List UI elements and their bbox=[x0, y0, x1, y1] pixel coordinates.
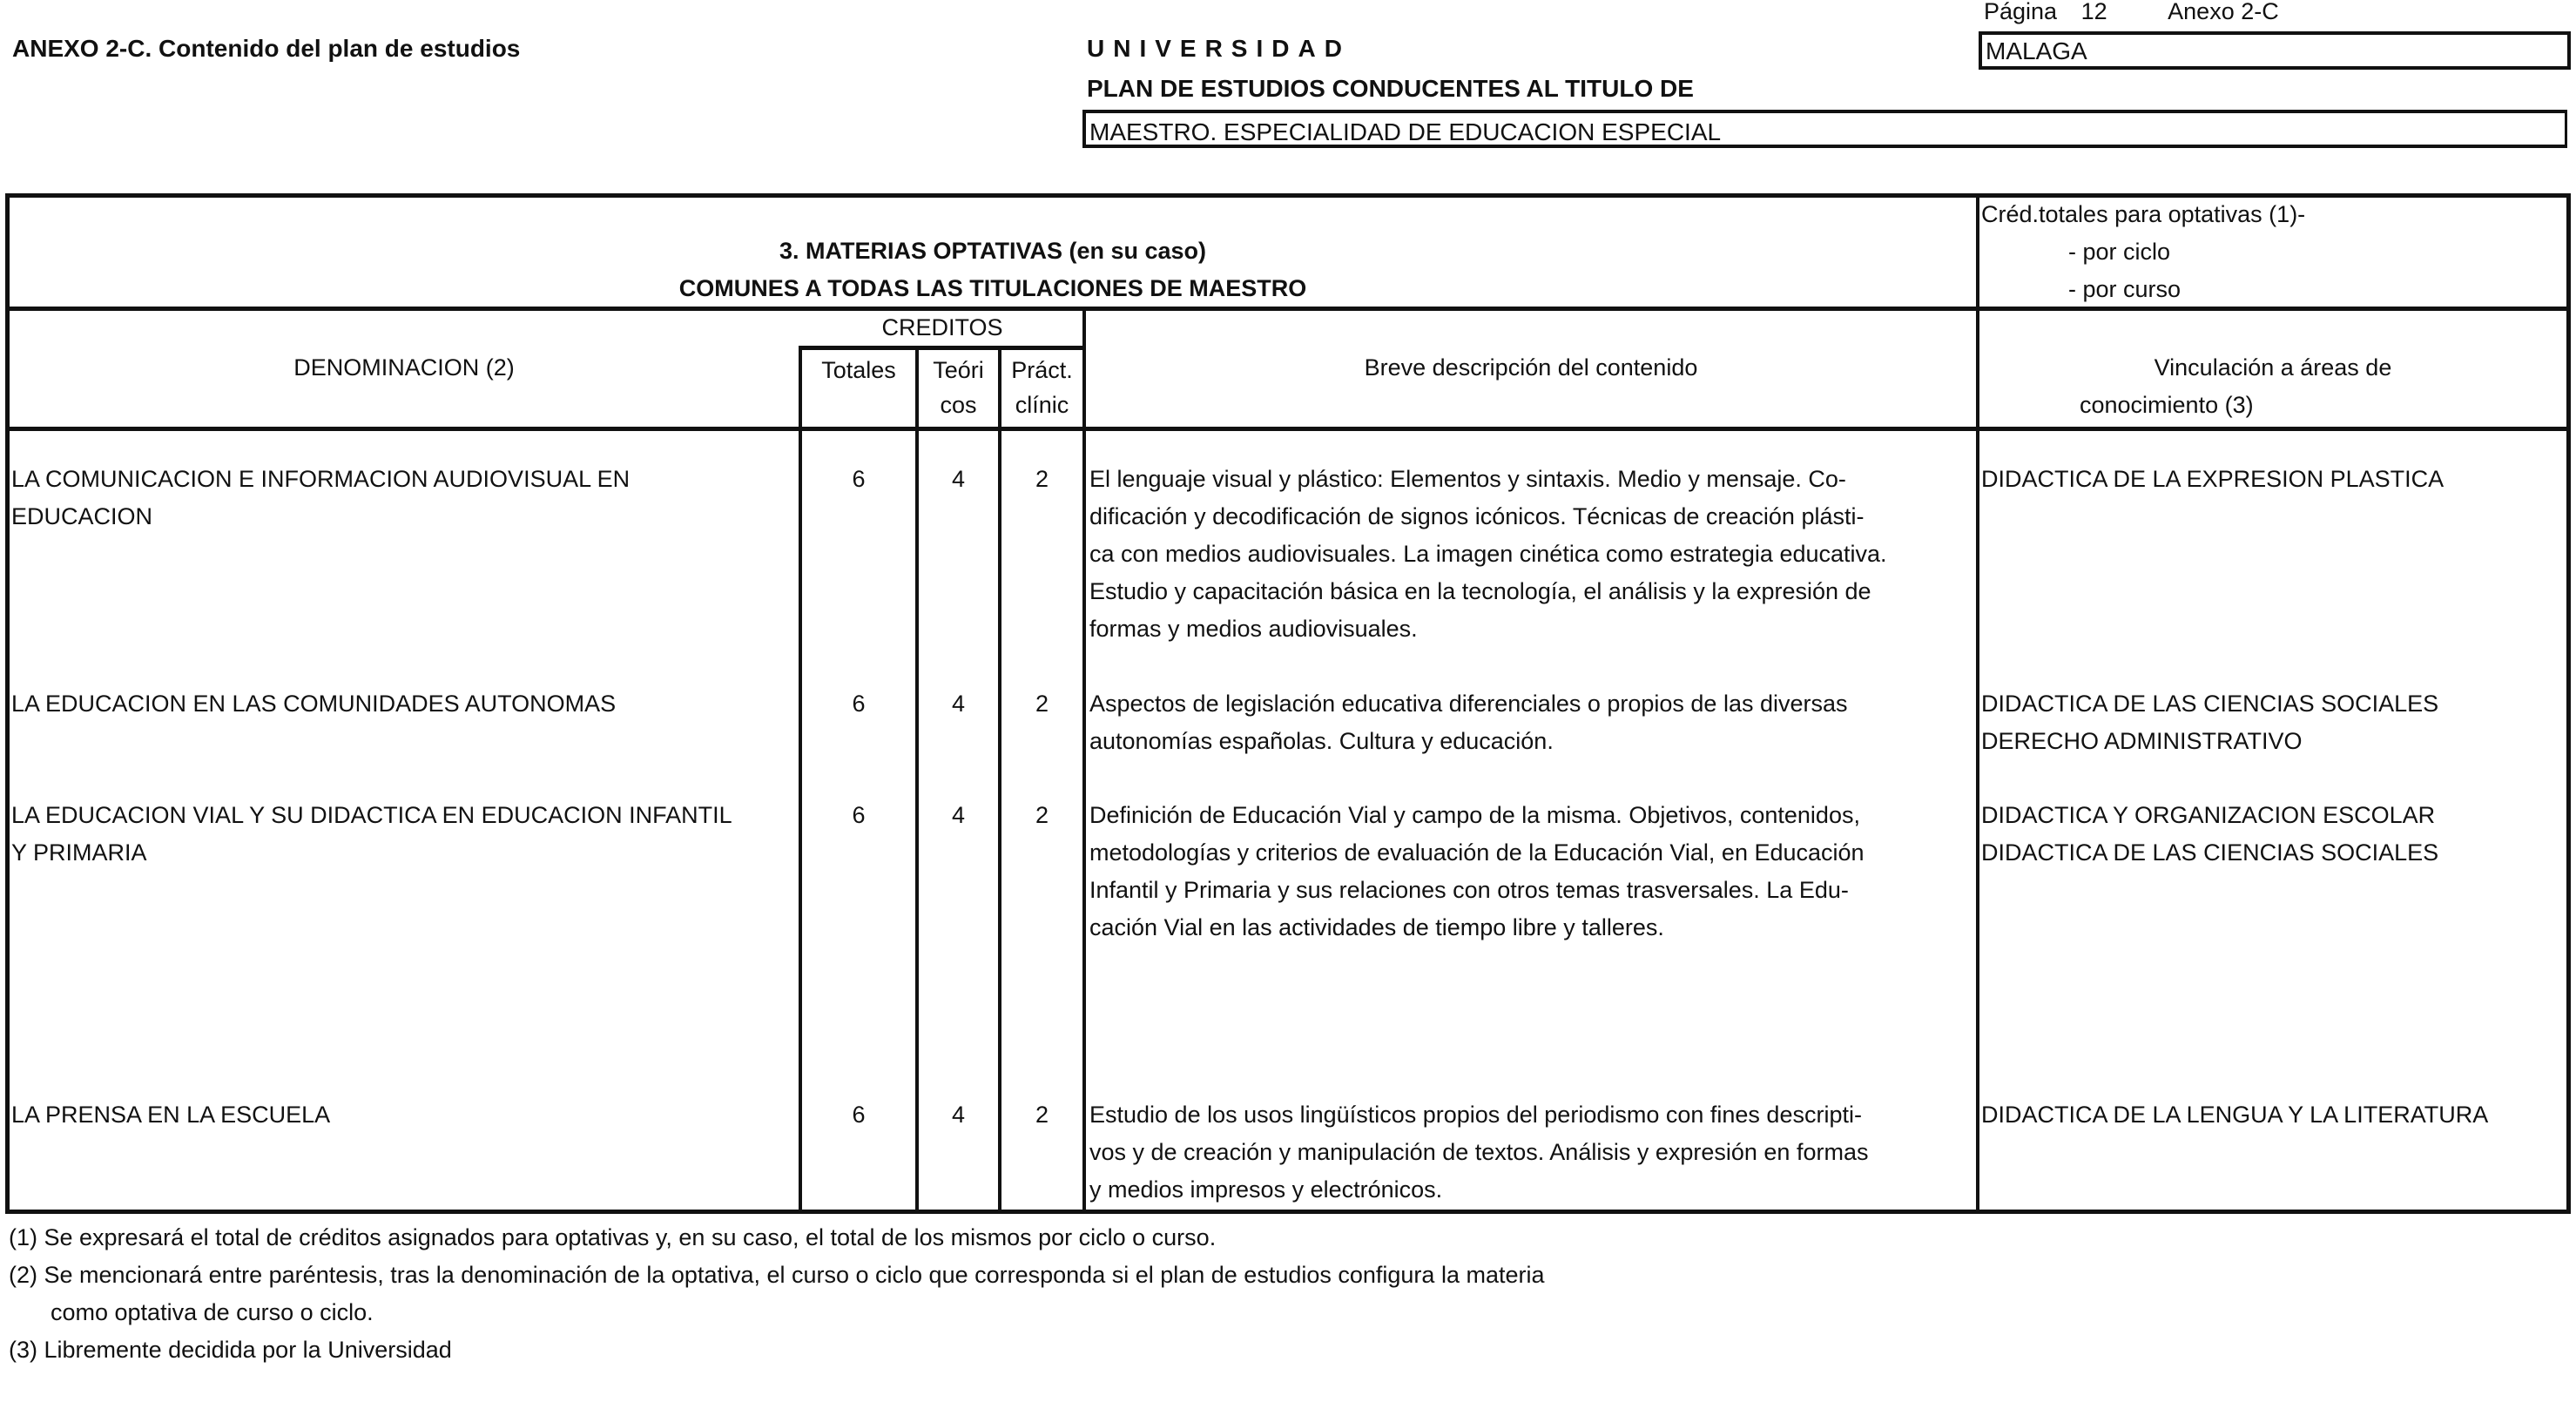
credits-practice: 2 bbox=[1035, 466, 1049, 492]
university-name: MALAGA bbox=[1986, 37, 2087, 64]
knowledge-areas-line: DIDACTICA DE LA EXPRESION PLASTICA bbox=[1981, 466, 2445, 492]
subject-name-line: LA COMUNICACION E INFORMACION AUDIOVISUAL EN bbox=[11, 466, 631, 492]
footnote-1: (1) Se expresará el total de créditos asignados para optativas y, en su caso, el total de los mismos por ciclo o curso. bbox=[9, 1224, 1217, 1250]
content-description-line: metodologías y criterios de evaluación de la Educación Vial, en Educación bbox=[1089, 839, 1865, 866]
section-title-line2: COMUNES A TODAS LAS TITULACIONES DE MAESTRO bbox=[678, 275, 1307, 301]
subject-name bbox=[11, 1096, 795, 1134]
col-vinculacion-line2: conocimiento (3) bbox=[2080, 392, 2254, 418]
degree-title-box bbox=[1082, 110, 2567, 148]
knowledge-areas-line: DIDACTICA DE LAS CIENCIAS SOCIALES bbox=[1981, 839, 2439, 866]
annex-ref: Anexo 2-C bbox=[2168, 0, 2279, 24]
col-teoricos bbox=[919, 353, 998, 422]
knowledge-areas-line: DIDACTICA DE LAS CIENCIAS SOCIALES bbox=[1981, 691, 2439, 717]
credits-total: 6 bbox=[852, 1102, 866, 1128]
content-description bbox=[1089, 685, 1973, 760]
col-practicos-line1: Práct. bbox=[1011, 357, 1073, 383]
footnote-2-cont: como optativa de curso o ciclo. bbox=[51, 1299, 374, 1325]
subject-name-line: LA EDUCACION EN LAS COMUNIDADES AUTONOMAS bbox=[11, 691, 617, 717]
subject-name-line: LA EDUCACION VIAL Y SU DIDACTICA EN EDUCACION INFANTIL bbox=[11, 802, 732, 828]
subject-name-line: Y PRIMARIA bbox=[11, 839, 147, 866]
content-description-line: formas y medios audiovisuales. bbox=[1089, 616, 1418, 642]
degree-title: MAESTRO. ESPECIALIDAD DE EDUCACION ESPECIAL bbox=[1089, 118, 1722, 145]
credits-practice: 2 bbox=[1035, 802, 1049, 828]
col-vinculacion-line1: Vinculación a áreas de bbox=[2154, 354, 2392, 381]
credits-totals-label: Créd.totales para optativas (1)- bbox=[1981, 201, 2306, 227]
col-practicos-line2: clínic bbox=[1015, 392, 1069, 418]
content-description bbox=[1089, 797, 1973, 947]
col-teoricos-line2: cos bbox=[940, 392, 977, 418]
credits-totals-box bbox=[1981, 196, 2565, 308]
subject-name bbox=[11, 797, 795, 872]
content-description-line: cación Vial en las actividades de tiempo libre y talleres. bbox=[1089, 914, 1664, 940]
subject-name-line: LA PRENSA EN LA ESCUELA bbox=[11, 1102, 331, 1128]
footnotes bbox=[9, 1219, 1545, 1369]
credits-total: 6 bbox=[852, 466, 866, 492]
plan-label: PLAN DE ESTUDIOS CONDUCENTES AL TITULO DE bbox=[1087, 75, 1694, 102]
credits-theory: 4 bbox=[951, 691, 966, 717]
content-description-line: y medios impresos y electrónicos. bbox=[1089, 1176, 1443, 1203]
footnote-3: (3) Libremente decidida por la Universidad bbox=[9, 1337, 452, 1363]
annex-title: ANEXO 2-C. Contenido del plan de estudios bbox=[12, 35, 521, 62]
divider bbox=[1082, 307, 1086, 1210]
col-creditos: CREDITOS bbox=[881, 314, 1003, 340]
knowledge-areas-line: DERECHO ADMINISTRATIVO bbox=[1981, 728, 2303, 754]
content-description-line: Definición de Educación Vial y campo de la misma. Objetivos, contenidos, bbox=[1089, 802, 1860, 828]
content-description-line: Infantil y Primaria y sus relaciones con otros temas trasversales. La Edu- bbox=[1089, 877, 1849, 903]
content-description-line: Estudio de los usos lingüísticos propios del periodismo con fines descripti- bbox=[1089, 1102, 1862, 1128]
col-teoricos-line1: Teóri bbox=[933, 357, 984, 383]
credits-per-cycle: - por ciclo bbox=[2068, 239, 2171, 265]
credits-theory: 4 bbox=[951, 1102, 966, 1128]
knowledge-areas bbox=[1981, 685, 2565, 760]
optional-subjects-table bbox=[5, 193, 2571, 1214]
credits-practice: 2 bbox=[1035, 1102, 1049, 1128]
divider bbox=[10, 427, 2566, 431]
knowledge-areas bbox=[1981, 797, 2565, 872]
subject-name bbox=[11, 685, 795, 723]
knowledge-areas bbox=[1981, 461, 2565, 498]
credits-total: 6 bbox=[852, 691, 866, 717]
section-title-line1: 3. MATERIAS OPTATIVAS (en su caso) bbox=[779, 238, 1207, 264]
university-name-box bbox=[1979, 31, 2571, 70]
content-description-line: vos y de creación y manipulación de textos. Análisis y expresión en formas bbox=[1089, 1139, 1869, 1165]
col-denominacion: DENOMINACION (2) bbox=[293, 354, 515, 381]
knowledge-areas-line: DIDACTICA DE LA LENGUA Y LA LITERATURA bbox=[1981, 1102, 2489, 1128]
page-info bbox=[1984, 0, 2279, 25]
content-description bbox=[1089, 461, 1973, 648]
content-description-line: autonomías españolas. Cultura y educación. bbox=[1089, 728, 1554, 754]
col-vinculacion bbox=[1979, 349, 2566, 424]
university-label: UNIVERSIDAD bbox=[1087, 35, 1351, 62]
content-description-line: Aspectos de legislación educativa diferenciales o propios de las diversas bbox=[1089, 691, 1848, 717]
knowledge-areas bbox=[1981, 1096, 2565, 1134]
credits-theory: 4 bbox=[951, 466, 966, 492]
content-description bbox=[1089, 1096, 1973, 1209]
page-number: 12 bbox=[2080, 0, 2107, 24]
content-description-line: El lenguaje visual y plástico: Elementos y sintaxis. Medio y mensaje. Co- bbox=[1089, 466, 1846, 492]
col-practicos bbox=[1001, 353, 1082, 422]
subject-name bbox=[11, 461, 795, 536]
knowledge-areas-line: DIDACTICA Y ORGANIZACION ESCOLAR bbox=[1981, 802, 2436, 828]
credits-theory: 4 bbox=[951, 802, 966, 828]
col-totales: Totales bbox=[821, 357, 896, 383]
section-title bbox=[10, 233, 1976, 307]
page-label: Página bbox=[1984, 0, 2058, 24]
credits-total: 6 bbox=[852, 802, 866, 828]
subject-name-line: EDUCACION bbox=[11, 503, 153, 529]
col-descripcion: Breve descripción del contenido bbox=[1364, 354, 1698, 381]
credits-per-course: - por curso bbox=[2068, 276, 2182, 302]
content-description-line: ca con medios audiovisuales. La imagen cinética como estrategia educativa. bbox=[1089, 541, 1887, 567]
credits-practice: 2 bbox=[1035, 691, 1049, 717]
content-description-line: Estudio y capacitación básica en la tecnología, el análisis y la expresión de bbox=[1089, 578, 1871, 604]
content-description-line: dificación y decodificación de signos icónicos. Técnicas de creación plásti- bbox=[1089, 503, 1865, 529]
footnote-2: (2) Se mencionará entre paréntesis, tras la denominación de la optativa, el curso o ciclo que corresponda si el plan de estudios configura la materia bbox=[9, 1262, 1545, 1288]
